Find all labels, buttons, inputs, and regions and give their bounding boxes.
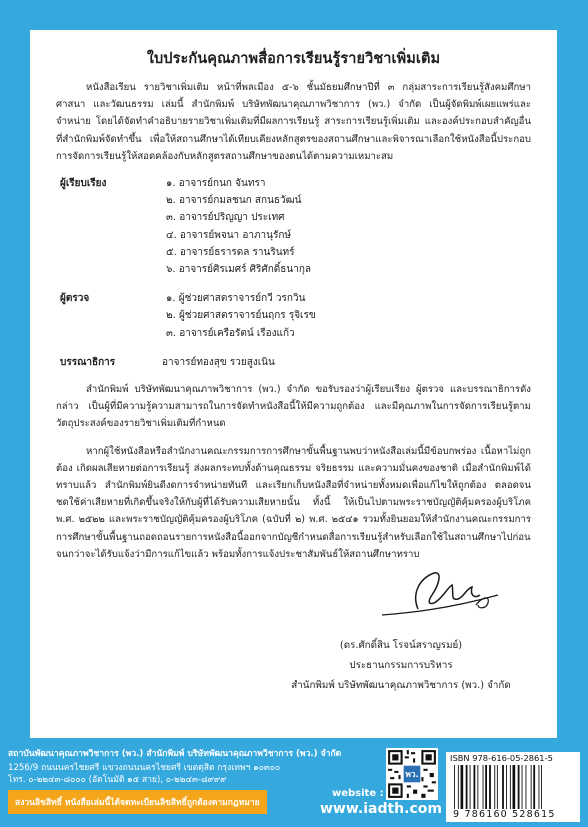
barcode-bar [485,765,487,809]
barcode-bar [513,765,516,809]
barcode-bar [477,765,478,809]
barcode-bar [494,765,495,809]
barcode-bar [526,765,527,809]
barcode-number: 9 786160 528615 [453,809,556,820]
barcode-bar [454,765,455,809]
reviewers-label: ผู้ตรวจ [60,293,90,305]
barcode-bar [497,765,498,809]
editor-group [56,354,531,371]
barcode-bar [466,765,468,809]
reviewer-item: ๑. ผู้ช่วยศาสตราจารย์กวี วรกวิน [166,293,306,305]
barcode-bar [531,765,532,809]
intro-paragraph: หนังสือเรียน รายวิชาเพิ่มเติม หน้าที่พลเมือง ๕-๖ ชั้นมัธยมศึกษาปีที่ ๓ กลุ่มสาระการเรียนรู้สังคมศึกษา ศาสนา และวัฒนธรรม เล่มนี้ สำนักพิมพ์ บริษัทพัฒนาคุณภาพวิชาการ (พว.) จำกัด เป็นผู้จัดพิมพ์เผยแพร่และจำหน่าย โดยได้จัดทำคำอธิบายรายวิชาเพิ่มเติมที่มีผลการเรียนรู้ สาระการเรียนรู้เพิ่มเติม และองค์ประกอบสำคัญอื่นที่สำนักพิมพ์จัดทำขึ้น เพื่อให้สถานศึกษาได้เทียบเคียงหลักสูตรของสถานศึกษาและพิจารณาเลือกใช้หนังสือนี้ประกอบการจัดการเรียนรู้ให้สอดคล้องกับหลักสูตรสถานศึกษาของตนได้ตามความเหมาะสม [56,82,531,162]
isbn-barcode [446,752,580,822]
footer [0,738,588,827]
certification-paragraph: สำนักพิมพ์ บริษัทพัฒนาคุณภาพวิชาการ (พว.) จำกัด ขอรับรองว่าผู้เรียบเรียง ผู้ตรวจ และบรรณาธิการดังกล่าว เป็นผู้ที่มีความรู้ความสามารถในการจัดทำหนังสือนี้ให้มีความถูกต้อง และมีคุณภาพในการจัดการเรียนรู้ตามวัตถุประสงค์ของรายวิชาเพิ่มเติมที่กำหนด [56,384,531,430]
barcode-bar [489,765,491,809]
website-link[interactable]: www.iadth.com [320,801,442,817]
website-label: website : [332,788,384,799]
signatory-name: (ดร.ศักดิ์สิน โรจน์สราญรมย์) [339,640,463,651]
barcode-bar [522,765,523,809]
author-item: ๔. อาจารย์พจนา อาภานุรักษ์ [166,229,292,241]
footer-address: 1256/9 ถนนนครไชยศรี แขวงถนนนครไชยศรี เขตดุสิต กรุงเทพฯ ๑๐๓๐๐ [8,763,281,773]
barcode-bar [470,765,471,809]
copyright-badge: สงวนลิขสิทธิ์ หนังสือเล่มนี้ได้จดทะเบียนลิขสิทธิ์ถูกต้องตามกฎหมาย [8,790,267,814]
reviewer-item: ๒. ผู้ช่วยศาสตราจารย์นฤกร รุจิเรข [166,310,316,322]
reviewers-list [124,290,316,342]
footer-phone: โทร. ๐-๒๒๔๓-๘๐๐๐ (อัตโนมัติ ๑๕ สาย), ๐-๒๒๔๓-๘๙๙๙ [8,775,227,785]
editor-list [124,354,275,371]
authors-group [56,175,531,278]
barcode-bar [533,765,535,809]
signatory-company: สำนักพิมพ์ บริษัทพัฒนาคุณภาพวิชาการ (พว.) จำกัด [291,680,511,691]
barcode-bar [474,765,476,809]
author-item: ๒. อาจารย์กมลชนก สกนธวัฒน์ [166,195,302,207]
author-item: ๖. อาจารย์ศิรเมศร์ ศิริศักดิ์ธนากุล [166,264,312,276]
barcode-bar [518,765,520,809]
author-item: ๓. อาจารย์ปริญญา ประเทศ [166,212,285,224]
reviewer-item: ๓. อาจารย์เครือรัตน์ เรืองแก้ว [166,327,295,339]
editor-item: อาจารย์ทองสุข รวยสูงเนิน [162,356,275,368]
barcode-bar [502,765,504,809]
footer-organization: สถาบันพัฒนาคุณภาพวิชาการ (พว.) สำนักพิมพ์ บริษัทพัฒนาคุณภาพวิชาการ (พว.) จำกัด [8,749,342,759]
handwritten-signature [378,565,508,625]
barcode-bar [461,765,464,809]
certificate-card [30,30,557,738]
reviewers-group [56,290,531,342]
isbn-text: ISBN 978-616-05-2861-5 [450,753,553,763]
barcode-bar [506,765,507,809]
liability-paragraph: หากผู้ใช้หนังสือหรือสำนักงานคณะกรรมการการศึกษาขั้นพื้นฐานพบว่าหนังสือเล่มนี้มีข้อบกพร่อง เนื้อหาไม่ถูกต้อง เกิดผลเสียหายต่อการเรียนรู้ ส่งผลกระทบทั้งด้านคุณธรรม จริยธรรม และความมั่นคงของชาติ เมื่อสำนักพิมพ์ได้ทราบแล้ว สำนักพิมพ์ยินดีงดการจำหน่ายทันที และเรียกเก็บหนังสือที่จำหน่ายทั้งหมดเพื่อแก้ไขให้ถูกต้อง ตลอดจนชดใช้ค่าเสียหายที่เกิดขึ้นจริงให้กับผู้ที่ได้รับความเสียหายนั้น ทั้งนี้ ให้เป็นไปตามพระราชบัญญัติคุ้มครองผู้บริโภค พ.ศ. ๒๕๒๒ และพระราชบัญญัติคุ้มครองผู้บริโภค (ฉบับที่ ๒) พ.ศ. ๒๕๔๑ รวมทั้งยินยอมให้สำนักงานคณะกรรมการการศึกษาขั้นพื้นฐานถอดถอนรายการหนังสือนี้ออกจากบัญชีกำหนดสื่อการเรียนรู้สำหรับเลือกใช้ในสถานศึกษาไปก่อนจนกว่าจะได้รับแจ้งว่ามีการแก้ไขแล้ว พร้อมทั้งการแจ้งประชาสัมพันธ์ให้สถานศึกษาทราบ [56,445,531,560]
barcode-bar [539,765,540,809]
signatory-block [271,636,531,696]
barcode-bar [510,765,511,809]
contributors-section [56,175,531,371]
qr-code-icon [386,748,438,800]
authors-list [124,175,311,278]
barcode-bar [483,765,484,809]
barcode-icon [452,765,574,809]
barcode-bar [541,765,542,809]
page-title: ใบประกันคุณภาพสื่อการเรียนรู้รายวิชาเพิ่มเติม [146,51,441,67]
author-item: ๕. อาจารย์ธรารดล รานรินทร์ [166,246,295,258]
signatory-position: ประธานกรรมการบริหาร [349,660,453,671]
qr-logo-label: พว. [405,769,419,780]
author-item: ๑. อาจารย์กนก จันทรา [166,178,266,190]
authors-label: ผู้เรียบเรียง [60,178,107,190]
editor-label: บรรณาธิการ [60,356,116,368]
barcode-bar [458,765,459,809]
